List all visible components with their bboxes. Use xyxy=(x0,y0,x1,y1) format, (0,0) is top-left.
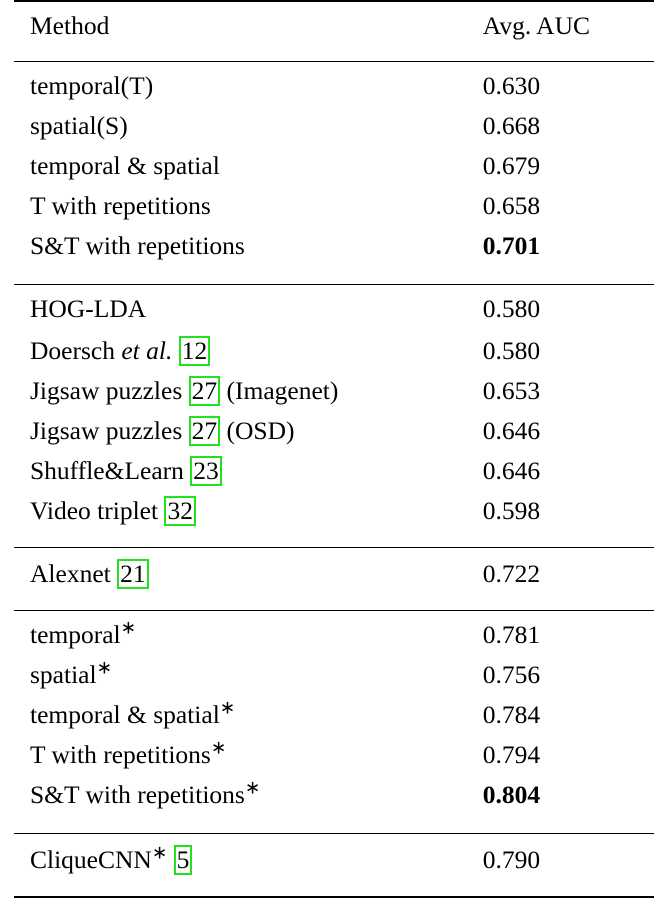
row-auc: 0.598 xyxy=(482,496,541,525)
row-method xyxy=(14,336,475,376)
table-row xyxy=(14,496,654,536)
row-method xyxy=(14,456,475,496)
citation-link[interactable]: 27 xyxy=(189,376,221,406)
row-auc: 0.630 xyxy=(482,71,541,100)
method-text-post: (OSD) xyxy=(220,416,295,445)
row-auc: 0.722 xyxy=(482,559,541,588)
method-text: S&T with repetitions xyxy=(30,780,245,809)
row-auc: 0.756 xyxy=(482,660,541,689)
row-method xyxy=(14,697,475,742)
table-row xyxy=(14,376,654,416)
table-row xyxy=(14,233,654,273)
table-row xyxy=(14,193,654,233)
row-auc: 0.784 xyxy=(482,700,541,729)
row-auc: 0.653 xyxy=(482,376,541,405)
method-text: temporal & spatial xyxy=(30,700,220,729)
row-method: spatial(S) xyxy=(30,111,128,140)
asterisk-marker: ∗ xyxy=(120,617,137,638)
row-auc: 0.580 xyxy=(482,294,541,323)
method-text-pre: CliqueCNN xyxy=(30,845,152,874)
table-row xyxy=(14,296,654,336)
header-method: Method xyxy=(30,11,110,40)
method-text-italic: et al. xyxy=(121,336,173,365)
asterisk-marker: ∗ xyxy=(219,697,236,718)
spacer xyxy=(14,834,654,845)
spacer xyxy=(14,273,654,285)
spacer xyxy=(14,548,654,559)
row-method: HOG-LDA xyxy=(30,294,147,323)
citation-link[interactable]: 12 xyxy=(179,336,211,366)
method-text: temporal xyxy=(30,620,121,649)
method-text-pre: Alexnet xyxy=(30,559,118,588)
method-text-pre: Jigsaw puzzles xyxy=(30,416,189,445)
citation-link[interactable]: 21 xyxy=(117,559,149,589)
citation-link[interactable]: 5 xyxy=(174,845,193,875)
spacer xyxy=(14,885,654,897)
method-text-pre: Jigsaw puzzles xyxy=(30,376,189,405)
table-row xyxy=(14,73,654,113)
method-text-pre: Video triplet xyxy=(30,496,165,525)
row-auc: 0.679 xyxy=(482,151,541,180)
spacer xyxy=(14,536,654,548)
row-method xyxy=(14,376,475,416)
row-auc: 0.701 xyxy=(482,231,541,260)
table-row xyxy=(14,782,654,822)
table-row xyxy=(14,336,654,376)
table-row xyxy=(14,113,654,153)
spacer xyxy=(14,599,654,611)
citation-link[interactable]: 23 xyxy=(190,456,222,486)
table-row xyxy=(14,845,654,885)
row-method: S&T with repetitions xyxy=(30,231,245,260)
table-row xyxy=(14,153,654,193)
row-auc: 0.646 xyxy=(482,416,541,445)
row-method xyxy=(14,496,475,536)
method-text: T with repetitions xyxy=(30,740,211,769)
row-method xyxy=(14,737,475,782)
row-method xyxy=(14,617,475,662)
asterisk-marker: ∗ xyxy=(96,657,112,678)
row-method xyxy=(14,416,475,456)
row-method xyxy=(14,842,475,885)
row-method: T with repetitions xyxy=(30,191,211,220)
results-table xyxy=(14,0,654,898)
header-auc: Avg. AUC xyxy=(482,11,591,40)
row-method xyxy=(14,657,475,702)
row-auc: 0.804 xyxy=(482,780,541,809)
method-text: spatial xyxy=(30,660,97,689)
citation-link[interactable]: 32 xyxy=(164,496,196,526)
row-method: temporal & spatial xyxy=(30,151,220,180)
table-row xyxy=(14,416,654,456)
spacer xyxy=(14,822,654,834)
row-auc: 0.790 xyxy=(482,845,541,874)
table-row xyxy=(14,456,654,496)
row-method xyxy=(14,559,475,599)
row-method: temporal(T) xyxy=(30,71,154,100)
table-row xyxy=(14,622,654,662)
asterisk-marker: ∗ xyxy=(210,737,227,758)
row-auc: 0.580 xyxy=(482,336,541,365)
asterisk-marker: ∗ xyxy=(151,842,168,863)
citation-link[interactable]: 27 xyxy=(189,416,221,446)
table-row xyxy=(14,742,654,782)
table-row xyxy=(14,559,654,599)
table-body xyxy=(14,1,654,898)
table-row xyxy=(14,662,654,702)
method-text-post: (Imagenet) xyxy=(220,376,339,405)
table-header-row xyxy=(14,13,654,62)
asterisk-marker: ∗ xyxy=(244,777,261,798)
row-auc: 0.781 xyxy=(482,620,541,649)
table-row xyxy=(14,702,654,742)
row-method xyxy=(14,777,475,822)
row-auc: 0.646 xyxy=(482,456,541,485)
row-auc: 0.794 xyxy=(482,740,541,769)
row-auc: 0.668 xyxy=(482,111,541,140)
row-auc: 0.658 xyxy=(482,191,541,220)
method-text-pre: Shuffle&Learn xyxy=(30,456,191,485)
method-text-pre: Doersch xyxy=(30,336,122,365)
